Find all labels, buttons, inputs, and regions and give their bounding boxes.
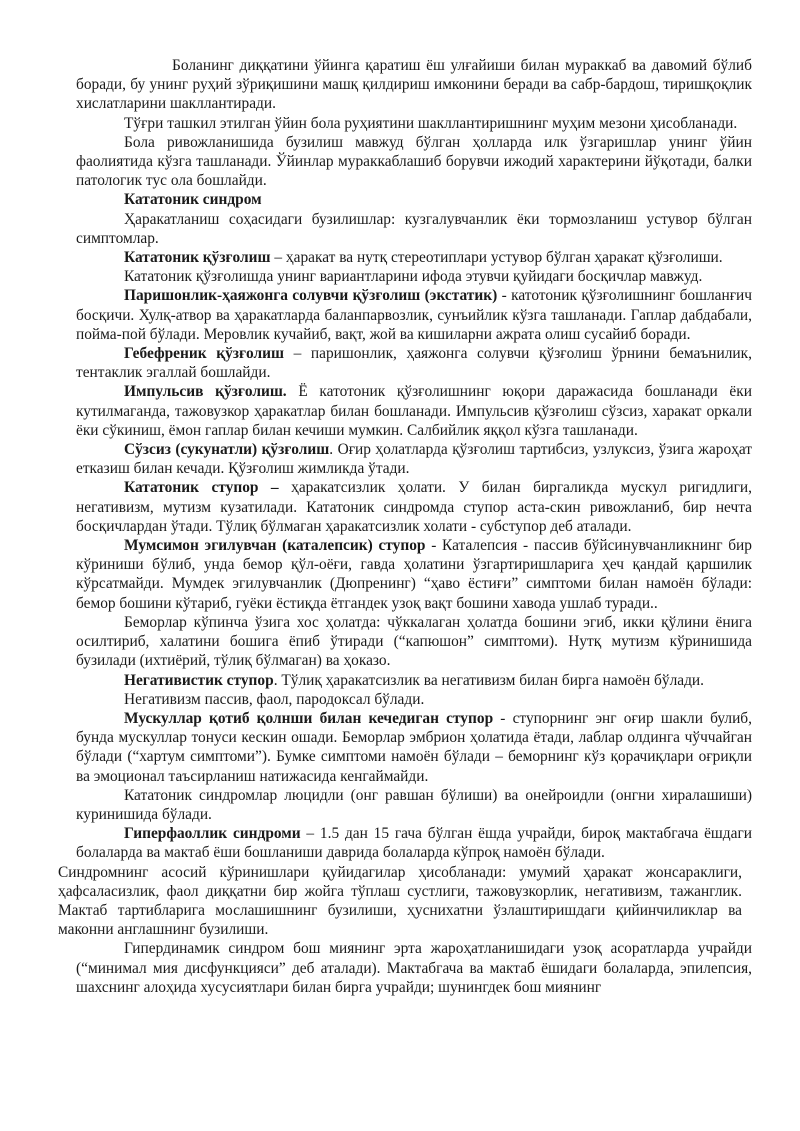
paragraph: Паришонлик-ҳаяжонга солувчи қўзғолиш (экстатик) - катотоник қўзғолишнинг бошланғич босқичи. Хулқ-атвор ва ҳаракатларда баланпарвозлик, сунъийлик кўзга ташланади. Гаплар дабдабали, пойма-пой бўлади. Меровлик кучайиб, вақт, жой ва кишиларни ажрата олиш сусайиб боради.: [76, 287, 752, 343]
term: Импульсив қўзғолиш.: [124, 383, 287, 401]
paragraph: Мумсимон эгилувчан (каталепсик) ступор - Каталепсия - пассив бўйсинувчанликнинг бир кўриниши бўлиб, унда бемор қўл-оёғи, гавда ҳолатини ўзгартиришларига ҳеч қандай қаршилик кўрсатмайди. Мумдек эгилувчанлик (Дюпренинг) “ҳаво ёстиғи” симптоми билан намоён бўлади: бемор бошини кўтариб, гуёки ёстиқда ётгандек узоқ вақт бошини хавода ушлаб туради..: [76, 537, 752, 612]
paragraph: Гебефреник қўзғолиш – паришонлик, ҳаяжонга солувчи қўзғолиш ўрнини бемаънилик, тентаклик эгаллай бошлайди.: [76, 345, 752, 382]
term: Гебефреник қўзғолиш: [124, 345, 284, 363]
section-heading: Кататоник синдром: [124, 191, 262, 209]
paragraph: Кататоник қўзғолиш – ҳаракат ва нутқ стереотиплари устувор бўлган ҳаракат қўзғолиши.: [124, 249, 723, 267]
term: Кататоник ступор –: [124, 479, 279, 497]
paragraph: Импульсив қўзғолиш. Ё катотоник қўзғолишнинг юқори даражасида бошланади ёки кутилмаганда, тажовузкор ҳаракатлар билан бошланади. Импульсив қўзғолиш сўзсиз, харакат оркали ёки сўкиниш, ёмон гаплар билан кечиши мумкин. Салбийлик яққол кўзга ташланади.: [76, 383, 752, 439]
paragraph: Негативистик ступор. Тўлиқ ҳаракатсизлик ва негативизм билан бирга намоён бўлади.: [124, 671, 705, 689]
paragraph: Тўғри ташкил этилган ўйин бола руҳиятини шакллантиришнинг муҳим мезони ҳисобланади.: [124, 114, 738, 132]
term: Паришонлик-ҳаяжонга солувчи қўзғолиш (экстатик): [124, 287, 498, 305]
term: Кататоник қўзғолиш: [124, 249, 271, 267]
paragraph: Гипердинамик синдром бош миянинг эрта жароҳатланишидаги узоқ асоратларда учрайди (“минимал мия дисфункцияси” деб аталади). Мактабгача ва мактаб ёшидаги болаларда, эпилепсия, шахснинг алоҳида хусусиятлари билан бирга учрайди; шунингдек бош миянинг: [76, 940, 752, 996]
paragraph: Ҳаракатланиш соҳасидаги бузилишлар: кузгалувчанлик ёки тормозланиш устувор бўлган симптомлар.: [76, 210, 752, 247]
paragraph: Кататоник синдромлар люцидли (онг равшан бўлиши) ва онейроидли (онгни хиралашиши) куринишида бўлади.: [76, 786, 752, 823]
paragraph: Боланинг диққатини ўйинга қаратиш ёш улғайиши билан мураккаб ва давомий бўлиб боради, бу унинг руҳий зўриқишини машқ қилдириш имконини беради ва сабр-бардош, тиришқоқлик хислатларини шакллантиради.: [76, 57, 752, 113]
term: Гиперфаоллик синдроми: [124, 825, 301, 843]
document-page: [58, 56, 753, 997]
term: Мумсимон эгилувчан (каталепсик) ступор: [124, 537, 426, 555]
paragraph: Гиперфаоллик синдроми – 1.5 дан 15 гача бўлган ёшда учрайди, бироқ мактабгача ёшдаги болаларда ва мактаб ёши бошланиши даврида болаларда кўпроқ намоён бўлади.: [76, 825, 752, 862]
paragraph: Бола ривожланишида бузилиш мавжуд бўлган ҳолларда илк ўзгаришлар унинг ўйин фаолиятида кўзга ташланади. Ўйинлар мураккаблашиб борувчи ижодий характерини йўқотади, балки патологик тус ола бошлайди.: [76, 133, 752, 190]
paragraph: Мускуллар қотиб қолнши билан кечедиган ступор - ступорнинг энг оғир шакли булиб, бунда мускуллар тонуси кескин ошади. Беморлар эмбрион ҳолатида ётади, лаблар олдинга чўччайган бўлади (“хартум симптоми”). Бумке симптоми намоён бўлади – беморнинг кўз қорачиқлари оғриқли ва эмоционал таъсирланиш натижасида кенгаймайди.: [76, 709, 752, 785]
paragraph: Сўзсиз (сукунатли) қўзғолиш. Оғир ҳолатларда қўзғолиш тартибсиз, узлуксиз, ўзига жароҳат етказиш билан кечади. Қўзғолиш жимликда ўтади.: [76, 441, 753, 478]
paragraph: Беморлар кўпинча ўзига хос ҳолатда: чўккалаган ҳолатда бошини эгиб, икки қўлини ёнига осилтириб, халатини бошига ёпиб ўтиради (“капюшон” симптоми). Нутқ мутизм кўринишида бузилади (ихтиёрий, тўлиқ бўлмаган) ва ҳоказо.: [76, 613, 752, 670]
paragraph: Кататоник ступор – ҳаракатсизлик ҳолати. У билан биргаликда мускул ригидлиги, негативизм, мутизм кузатилади. Кататоник синдромда ступор аста-скин ривожланиб, бир нечта босқичлардан ўтади. Тўлиқ бўлмаган ҳаракатсизлик холати - субступор деб аталади.: [76, 479, 752, 535]
term: Негативистик ступор: [124, 671, 274, 689]
paragraph: Синдромнинг асосий кўринишлари қуйидагилар ҳисобланади: умумий ҳаракат жонсараклиги, ҳафсаласизлик, фаол диққатни бир жойга тўплаш сустлиги, тажовузкорлик, негативизм, тажанглик. Мактаб тартибларига мослашишнинг бузилиши, ҳуснихатни ўзлаштиришдаги қийинчиликлар ва маконни англашнинг бузилиши.: [58, 863, 742, 939]
term: Сўзсиз (сукунатли) қўзғолиш: [124, 441, 330, 459]
term: Мускуллар қотиб қолнши билан кечедиган ступор: [124, 709, 494, 727]
paragraph: Негативизм пассив, фаол, пародоксал бўлади.: [124, 690, 425, 708]
paragraph: Кататоник қўзғолишда унинг вариантларини ифода этувчи қуйидаги босқичлар мавжуд.: [124, 268, 703, 286]
